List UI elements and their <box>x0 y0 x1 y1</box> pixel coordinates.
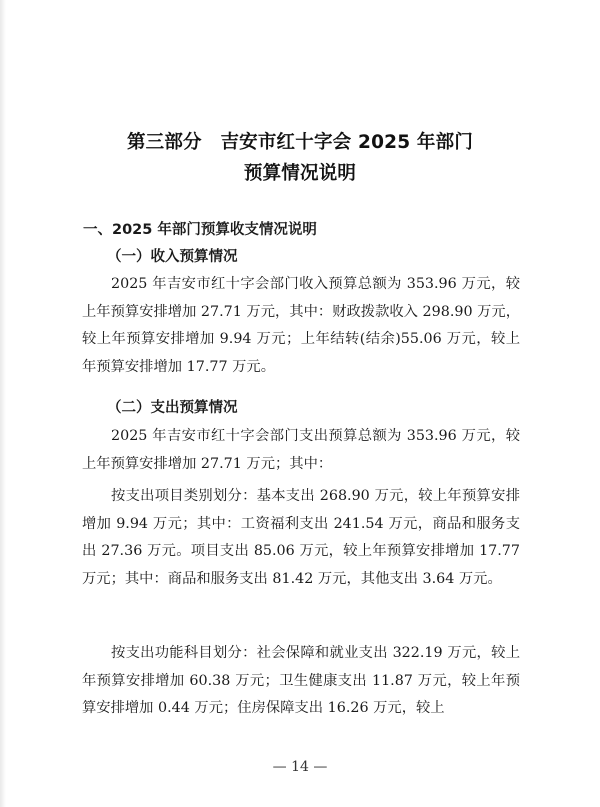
section-heading: 一、2025 年部门预算收支情况说明 <box>83 222 317 238</box>
subsection-heading-income: （一）收入预算情况 <box>107 248 238 265</box>
document-title-line-1: 第三部分 吉安市红十字会 2025 年部门 <box>126 132 474 153</box>
paragraph-income-budget: 2025 年吉安市红十字会部门收入预算总额为 353.96 万元，较上年预算安排增加 27.71 万元，其中：财政拨款收入 298.90 万元，较上年预算安排增加 9.94 万元；上年结转(结余)55.06 万元，较上年预算安排增加 17.77 万元。 <box>82 276 520 375</box>
page-edge-shadow <box>0 0 6 807</box>
paragraph-expense-budget: 2025 年吉安市红十字会部门支出预算总额为 353.96 万元，较上年预算安排增加 27.71 万元；其中： <box>82 428 520 472</box>
subsection-heading-expense: （二）支出预算情况 <box>107 399 238 416</box>
document-title-line-2: 预算情况说明 <box>243 163 357 184</box>
page-number: — 14 — <box>272 759 328 775</box>
paragraph-expense-by-function: 按支出功能科目划分：社会保障和就业支出 322.19 万元，较上年预算安排增加 60.38 万元；卫生健康支出 11.87 万元，较上年预算安排增加 0.44 万元；住房保障支出 16.26 万元，较上 <box>82 645 520 716</box>
paragraph-expense-by-category: 按支出项目类别划分：基本支出 268.90 万元，较上年预算安排增加 9.94 万元；其中：工资福利支出 241.54 万元，商品和服务支出 27.36 万元。项目支出 85.06 万元，较上年预算安排增加 17.77 万元；其中：商品和服务支出 81.42 万元，其他支出 3.64 万元。 <box>82 488 520 587</box>
